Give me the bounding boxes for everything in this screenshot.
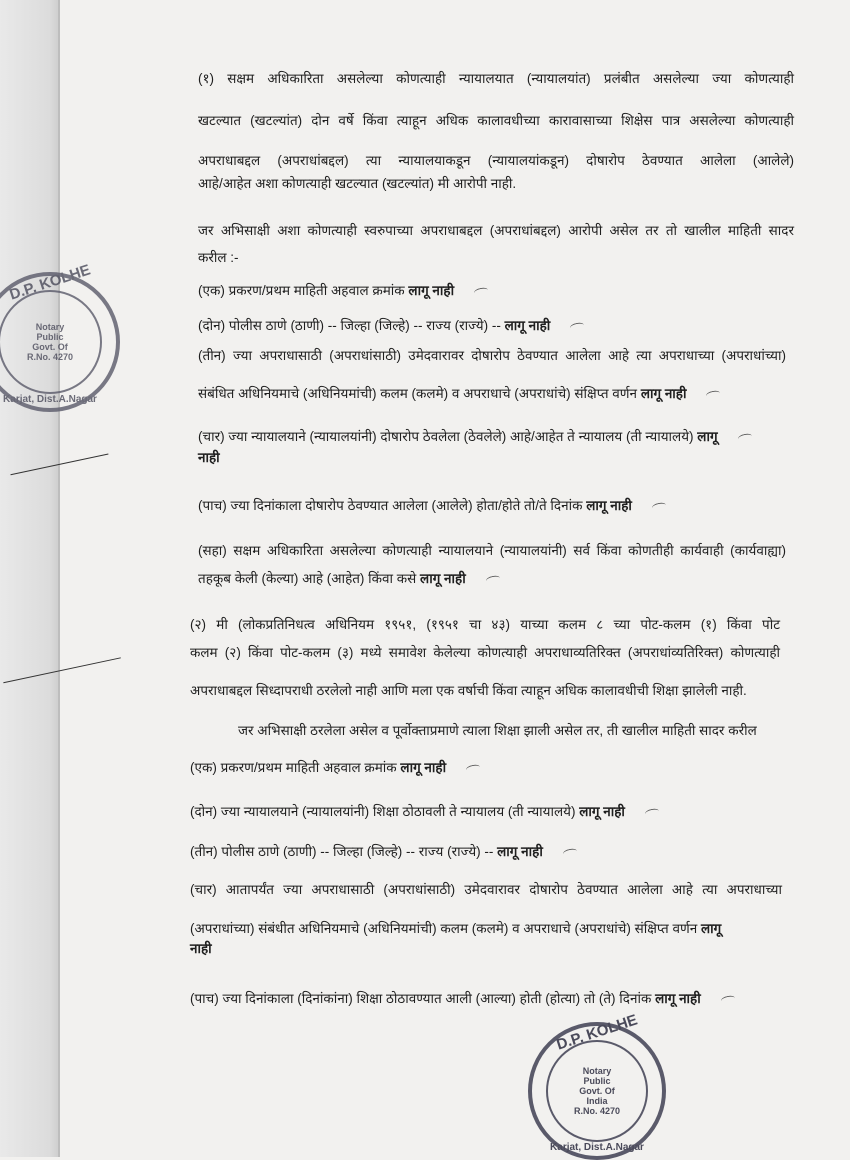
not-applicable-answer: लागू [697, 429, 718, 444]
line-text: तहकूब केली (केल्या) आहे (आहेत) किंवा कसे [198, 571, 421, 586]
stamp-line: Govt. Of [579, 1086, 615, 1096]
stamp-line: Public [36, 332, 64, 342]
text-line [238, 722, 757, 740]
notary-stamp-left [0, 261, 120, 412]
line-text: जर अभिसाक्षी अशा कोणत्याही स्वरुपाच्या अपराधाबद्दल (अपराधांबद्दल) आरोपी असेल तर तो खालील माहिती सादर [198, 223, 794, 238]
notary-stamp-bottom [528, 1011, 666, 1160]
not-applicable-answer: लागू नाही [420, 571, 466, 586]
stamp-line: Notary [582, 1066, 612, 1076]
not-applicable-answer: लागू नाही [408, 283, 455, 298]
check-mark [562, 848, 577, 858]
text-line [198, 222, 794, 240]
stamp-line: Govt. Of [32, 342, 68, 352]
line-text: संबंधित अधिनियमाचे (अधिनियमांची) कलम (कलमे) व अपराधाचे (अपराधांचे) संक्षिप्त वर्णन [198, 386, 641, 401]
text-line [198, 175, 516, 193]
check-mark [720, 995, 735, 1005]
not-applicable-answer: नाही [198, 450, 220, 465]
check-mark [651, 502, 666, 512]
line-text: कलम (२) किंवा पोट-कलम (३) मध्ये समावेश केलेल्या कोणत्याही अपराधाव्यतिरिक्त (अपराधांव्यतिरिक्त) कोणत्याही [190, 645, 780, 660]
line-text: (चार) आतापर्यंत ज्या अपराधासाठी (अपराधांसाठी) उमेदवारावर दोषारोप ठेवण्यात आलेला आहे त्या अपराधाच्या [190, 882, 782, 897]
not-applicable-answer: लागू नाही [586, 498, 632, 513]
check-mark [644, 808, 659, 818]
not-applicable-answer: लागू नाही [497, 844, 543, 859]
stamp-place: Karjat, Dist.A.Nagar [3, 394, 97, 405]
stamp-place: Karjat, Dist.A.Nagar [550, 1142, 644, 1153]
line-text: (अपराधांच्या) संबंधीत अधिनियमाचे (अधिनियमांची) कलम (कलमे) व अपराधाचे (अपराधांचे) संक्षिप्त वर्णन [190, 921, 702, 936]
stamp-line: Public [583, 1076, 611, 1086]
stamp-reg: R.No. 4270 [573, 1106, 621, 1116]
text-line [198, 152, 794, 170]
text-line [190, 682, 747, 700]
text-line [198, 449, 220, 467]
not-applicable-answer: लागू नाही [400, 760, 447, 775]
text-line [198, 428, 718, 446]
check-mark [485, 575, 500, 585]
stamp-line: India [586, 1096, 608, 1106]
line-text: (२) मी (लोकप्रतिनिधत्व अधिनियम १९५१, (१९५१ चा ४३) याच्या कलम ८ च्या पोट-कलम (१) किंवा पोट [190, 617, 780, 632]
line-text: (एक) प्रकरण/प्रथम माहिती अहवाल क्रमांक [198, 283, 409, 298]
line-text: आहे/आहेत अशा कोणत्याही खटल्यात (खटल्यांत) मी आरोपी नाही. [198, 176, 517, 191]
line-text: (सहा) सक्षम अधिकारिता असलेल्या कोणत्याही न्यायालयाने (न्यायालयांनी) सर्व किंवा कोणतीही कार्यवाही (कार्यवाह्या) [198, 543, 786, 558]
line-text: अपराधाबद्दल सिध्दापराधी ठरलेलो नाही आणि मला एक वर्षाची किंवा त्याहून अधिक कालावधीची शिक्षा झालेली नाही. [190, 683, 747, 698]
line-text: (दोन) ज्या न्यायालयाने (न्यायालयांनी) शिक्षा ठोठावली ते न्यायालय (ती न्यायालये) [190, 804, 580, 819]
line-text: करील :- [198, 250, 239, 265]
check-mark [737, 433, 752, 443]
not-applicable-answer: नाही [190, 941, 212, 956]
text-line [190, 803, 625, 821]
text-line [198, 570, 466, 588]
check-mark [705, 390, 720, 400]
not-applicable-answer: लागू नाही [655, 991, 701, 1006]
text-line [198, 385, 686, 403]
line-text: (पाच) ज्या दिनांकाला (दिनांकांना) शिक्षा ठोठावण्यात आली (आल्या) होती (होत्या) तो (ते) दिनांक [190, 991, 656, 1006]
text-line [198, 282, 454, 300]
line-text: (चार) ज्या न्यायालयाने (न्यायालयांनी) दोषारोप ठेवलेला (ठेवलेले) आहे/आहेत ते न्यायालय (ती न्यायालये) [198, 429, 698, 444]
line-text: खटल्यात (खटल्यांत) दोन वर्षे किंवा त्याहून अधिक कालावधीच्या कारावासाच्या शिक्षेस पात्र असलेल्या कोणत्याही [198, 113, 794, 128]
text-line [198, 542, 786, 560]
stamp-name: D.P. KOLHE [7, 261, 93, 304]
text-line [190, 990, 701, 1008]
text-line [190, 644, 780, 662]
text-line [190, 940, 212, 958]
text-line [190, 759, 446, 777]
stamp-name: D.P. KOLHE [554, 1011, 640, 1054]
text-line [198, 112, 794, 130]
not-applicable-answer: लागू नाही [579, 804, 625, 819]
text-line [190, 920, 721, 938]
line-text: (दोन) पोलीस ठाणे (ठाणी) -- जिल्हा (जिल्हे) -- राज्य (राज्ये) -- [198, 318, 505, 333]
text-line [190, 881, 782, 899]
not-applicable-answer: लागू नाही [504, 318, 551, 333]
not-applicable-answer: लागू [701, 921, 722, 936]
stamp-line: Notary [35, 322, 65, 332]
line-text: (१) सक्षम अधिकारिता असलेल्या कोणत्याही न्यायालयात (न्यायालयांत) प्रलंबीत असलेल्या ज्या कोणत्याही [198, 71, 794, 86]
line-text: (पाच) ज्या दिनांकाला दोषारोप ठेवण्यात आलेला (आलेले) होता/होते तो/ते दिनांक [198, 498, 587, 513]
line-text: (एक) प्रकरण/प्रथम माहिती अहवाल क्रमांक [190, 760, 401, 775]
line-text: (तीन) ज्या अपराधासाठी (अपराधांसाठी) उमेदवारावर दोषारोप ठेवण्यात आलेला आहे त्या अपराधाच्या (अपराधांच्या) [198, 348, 786, 363]
text-line [198, 347, 786, 365]
not-applicable-answer: लागू नाही [640, 386, 687, 401]
text-line [190, 843, 543, 861]
text-line [198, 317, 550, 335]
check-mark [473, 287, 488, 297]
text-line [190, 616, 780, 634]
check-mark [569, 322, 584, 332]
text-line [198, 249, 239, 267]
stamp-reg: R.No. 4270 [26, 352, 74, 362]
page-binding-edge [0, 0, 60, 1157]
line-text: जर अभिसाक्षी ठरलेला असेल व पूर्वोक्ताप्रमाणे त्याला शिक्षा झाली असेल तर, ती खालील माहिती सादर करील [238, 723, 757, 738]
text-line [198, 70, 794, 88]
check-mark [465, 764, 480, 774]
line-text: (तीन) पोलीस ठाणे (ठाणी) -- जिल्हा (जिल्हे) -- राज्य (राज्ये) -- [190, 844, 498, 859]
line-text: अपराधाबद्दल (अपराधांबद्दल) त्या न्यायालयाकडून (न्यायालयांकडून) दोषारोप ठेवण्यात आलेला (आलेले) [198, 153, 794, 168]
text-line [198, 497, 632, 515]
